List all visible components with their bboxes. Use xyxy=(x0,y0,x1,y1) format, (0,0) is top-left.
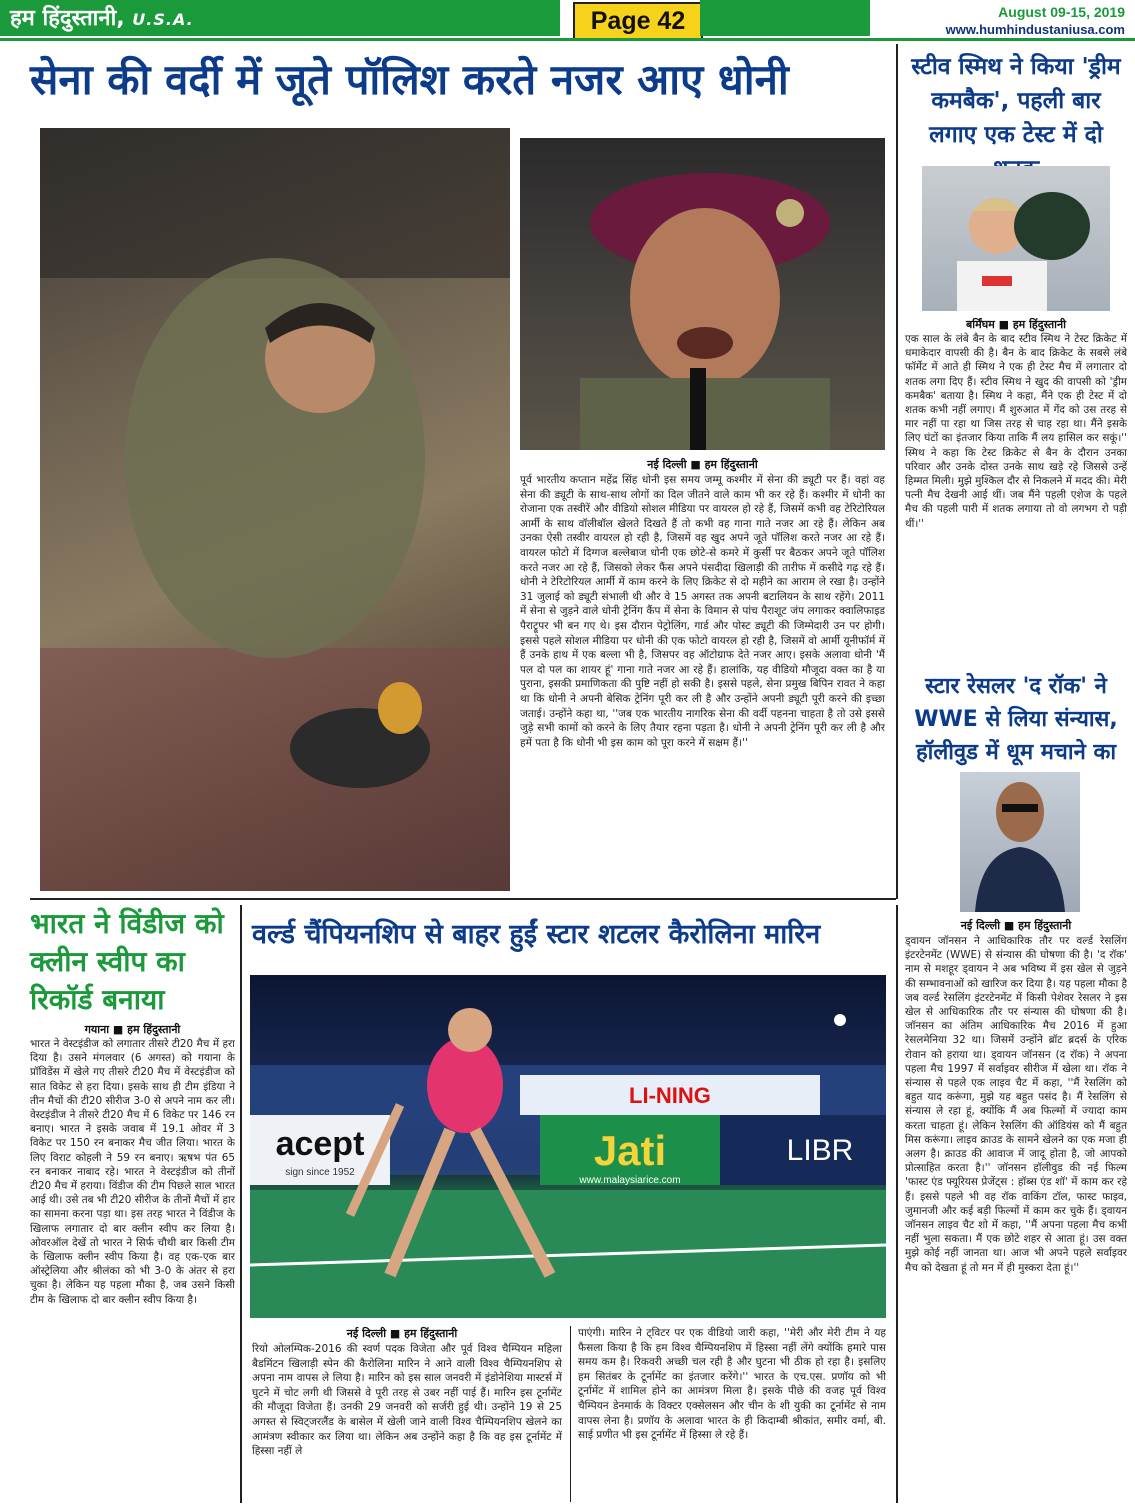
photo-sign-jati: Jati xyxy=(593,1127,667,1174)
dhoni-beret-photo xyxy=(520,138,885,450)
india-headline: भारत ने विंडीज को क्लीन स्वीप का रिकॉर्ड बनाया xyxy=(30,907,224,1016)
header-rule xyxy=(0,38,1135,41)
masthead-bar xyxy=(0,0,560,36)
marin-body-col2: पाएंगी। मारिन ने ट्विटर पर एक वीडियो जारी कहा, ''मेरी और मेरी टीम ने यह फैसला किया है कि हम विश्व चैम्पियनशिप में हिस्सा नहीं लेंगे क्योंकि हमारे पास समय कम है। रिकवरी अच्छी चल रही है और घुटना भी ठीक हो रहा है। इसलिए हम सितंबर के टूर्नामेंट का इंतजार करेंगे।'' भारत के एच.एस. प्रणॉय को भी टूर्नामेंट में शामिल होने का आमंत्रण मिला है। इसके पीछे की वजह पूर्व विश्व चैम्पियन डेनमार्क के विक्टर एक्सेलसन और चीन के शी युकी का टूर्नामेंट से नाम वापस लेना है। प्रणॉय के अलावा भारत के ही किदाम्बी श्रीकांत, समीर वर्मा, बी. साई प्रणीत भी इस टूर्नामेंट में हिस्सा ले रहे हैं। xyxy=(578,1327,886,1442)
rock-byline: नई दिल्ली ■ हम हिंदुस्तानी xyxy=(960,919,1072,932)
india-body: भारत ने वेस्टइंडीज को लगातार तीसरे टी20 मैच में हरा दिया है। उसने मंगलवार (6 अगस्त) को गयाना के प्रॉविडेंस में खेले गए तीसरे टी20 मैच में वेस्टइंडीज को सात विकेट से हरा दिया। इसके साथ ही टीम इंडिया ने तीन मैचों की टी20 सीरीज 3-0 से अपने नाम कर ली। वेस्टइंडीज ने तीसरे टी20 मैच में 6 विकेट पर 146 रन बनाए। भारत ने इसके जवाब में 19.1 ओवर में 3 विकेट पर 150 रन बनाकर मैच जीत लिया। भारत के लिए विराट कोहली ने 59 रन बनाए। ऋषभ पंत 65 रन बनाकर नाबाद रहे। भारत ने वेस्टइंडीज को तीनों टी20 मैच में हराया। विंडीज की टीम पिछले साल भारत आई थी। उसे तब भी टी20 सीरीज के तीनों मैचों में हार का सामना करना पड़ा था। इस तरह भारत ने विंडीज के खिलाफ लगातार दो बार क्लीन स्वीप कर लिया है। ओवरऑल देखें तो भारत ने सिर्फ चौथी बार किसी टीम के खिलाफ क्लीन स्वीप किया है। वह एक-एक बार ऑस्ट्रेलिया और श्रीलंका को भी 3-0 के अंतर से हरा चुका है। लेकिन यह पहला मौका है, जब उसने किसी टीम के खिलाफ दो बार क्लीन स्वीप किया है। xyxy=(30,1038,235,1306)
marin-body-col1: रियो ओलम्पिक-2016 की स्वर्ण पदक विजेता और पूर्व विश्व चैम्पियन महिला बैडमिंटन खिलाड़ी स्पेन की कैरोलिना मारिन ने आने वाली विश्व चैम्पियनशिप से अपना नाम वापस ले लिया है। मारिन को इस साल जनवरी में इंडोनेशिया मास्टर्स में घुटने में चोट लगी थी जिससे वे पूरी तरह से उबर नहीं पाई हैं। मारिन इस टूर्नामेंट की मौजूदा विजेता हैं। उनकी 29 जनवरी को सर्जरी हुई थी। उन्होंने 19 से 25 अगस्त से स्विट्जरलैंड के बासेल में खेली जाने वाली विश्व चैम्पियनशिप खेलने का आमंत्रण स्वीकार कर लिया था। लेकिन अब उन्होंने कहा है कि वह इस टूर्नामेंट में हिस्सा नहीं ले xyxy=(252,1343,562,1458)
photo-sign-url: www.malaysiarice.com xyxy=(579,1175,681,1186)
smith-photo xyxy=(922,166,1110,311)
india-byline: गयाना ■ हम हिंदुस्तानी xyxy=(84,1023,181,1036)
photo-sign-libr: LIBR xyxy=(786,1134,854,1167)
smith-headline: स्टीव स्मिथ ने किया 'ड्रीम कमबैक', पहली बार लगाए एक टेस्ट में दो xyxy=(911,54,1121,148)
right-lower-divider xyxy=(896,905,898,1503)
dhoni-polishing-photo xyxy=(40,128,510,891)
main-story-body: पूर्व भारतीय कप्तान महेंद्र सिंह धोनी इस समय जम्मू कश्मीर में सेना की ड्यूटी पर हैं। वहां वह सेना की ड्यूटी के साथ-साथ लोगों का दिल जीतने वाले काम भी कर रहे हैं। कश्मीर में धोनी का रोजाना एक तस्वीरें और वीडियो सोशल मीडिया पर वायरल हो रहे हैं, जिसमें कभी वह टेरिटोरियल आर्मी के साथ वॉलीबॉल खेलते दिखते हैं तो कभी वह गाना गाते नजर आ रहे हैं। लेकिन अब उनका ऐसी तस्वीर वायरल हो रही है, जिसमें वह खुद अपने जूते पॉलिश करते नजर आ रहे हैं। वायरल फोटो में दिग्गज बल्लेबाज धोनी एक छोटे-से कमरे में कुर्सी पर बैठकर अपने जूते पॉलिश करते नजर आ रहे हैं, जिसको लेकर फैंस अपने पंसदीदा खिलाड़ी की तारीफ में कसीदे गढ़ रहे हैं। धोनी ने टेरिटोरियल आर्मी में काम करने के लिए क्रिकेट से दो महीने का आराम ले रखा है। उन्होंने 31 जुलाई को ड्यूटी संभाली थी और वे 15 अगस्त तक अपनी बटालियन के साथ रहेंगे। 2011 में सेना से जुड़ने वाले धोनी ट्रेनिंग कैंप में सेना के विमान से पांच पैराशूट जंप लगाकर क्वालिफाइड पैराट्रूपर भी बन गए थे। इस दौरान पेट्रोलिंग, गार्ड और पोस्ट ड्यूटी की जिम्मेदारी उन पर होगी। इससे पहले सोशल मीडिया पर धोनी की एक फोटो वायरल हो रही है, जिसमें वो आर्मी यूनीफॉर्म में हैं उनके हाथ में एक बल्ला भी है, जिसपर वह ऑटोग्राफ देते नजर आए। इसके अलावा धोनी 'मैं पल दो पल का शायर हूं' गाना गाते नजर आ रहे हैं। हालांकि, यह वीडियो मौजूदा वक्त का है या पुराना, इसकी प्रमाणिकता की पुष्टि नहीं हो सकी है। इससे पहले, सेना प्रमुख बिपिन रावत ने कहा था कि धोनी ने अपनी बेसिक ट्रेनिंग पूरी कर ली है और उन्होंने अपनी ड्यूटी पूरी करने की इच्छा जताई। उन्होंने कहा था, ''जब एक भारतीय नागरिक सेना की वर्दी पहनना चाहता है तो उसे इससे जुड़े सभी कामों को करने के लिए तैयार रहना पड़ता है। धोनी ने अपनी ट्रेनिंग पूरी कर ली है और हमें पता है कि धोनी भी इस काम को पूरा करने में सक्षम हैं।'' xyxy=(520,474,885,749)
photo-sign-concept: acept xyxy=(275,1125,365,1163)
rock-photo xyxy=(960,772,1080,912)
rock-headline: स्टार रेसलर 'द रॉक' ने WWE से लिया संन्यास, हॉलीवुड में धूम मचाने का xyxy=(914,674,1118,765)
rock-portrait-illustration xyxy=(960,772,1080,912)
smith-helmet-illustration xyxy=(922,166,1110,311)
main-story-byline: नई दिल्ली ■ हम हिंदुस्तानी xyxy=(647,458,758,471)
masthead-title: हम हिंदुस्तानी, U.S.A. xyxy=(10,6,194,31)
page-label: Page 42 xyxy=(590,7,686,35)
marin-byline: नई दिल्ली ■ हम हिंदुस्तानी xyxy=(346,1327,458,1340)
marin-match-illustration xyxy=(250,975,886,1318)
dhoni-beret-illustration xyxy=(520,138,885,450)
page-number-box xyxy=(573,2,703,40)
issue-date: August 09-15, 2019 xyxy=(998,4,1125,20)
lower-column-divider xyxy=(240,905,242,1503)
photo-sign-since: sign since 1952 xyxy=(285,1167,355,1178)
marin-column-divider xyxy=(570,1326,571,1502)
photo-sign-lining: LI-NING xyxy=(629,1083,711,1108)
rock-body: ड्वायन जॉनसन ने आधिकारिक तौर पर वर्ल्ड रेसलिंग इंटरटेनमेंट (WWE) से संन्यास की घोषणा की है। 'द रॉक' नाम से मशहूर ड्वायन ने अब भविष्य में इस खेल से जुड़ने की सम्भावनाओं को खारिज कर दिया है। यह पहला मौका है जब वर्ल्ड रेसलिंग इंटरटेनमेंट में किसी पेशेवर रेसलर ने इस खेल से आधिकारिक तौर पर संन्यास की घोषणा की है। जॉनसन का अंतिम आधिकारिक मैच 2016 में हुआ रेसलमेनिया 32 था। जिसमें उन्होंने ब्रॉट ब्रदर्स के एरिक रोवान को हराया था। ड्वायन जॉनसन (द रॉक) ने अपना पहला मैच 1997 में सर्वाइवर सीरीज में खेला था। रॉक ने संन्यास से पहले एक लाइव चैट में कहा, ''मैं रेसलिंग को बहुत याद करूंगा, मुझे यह बहुत पसंद है। मैं रेसलिंग से संन्यास ले रहा हूं, क्योंकि मैं अब फिल्मों में ज्यादा काम करता चाहता हूं। लेकिन रेसलिंग की ऑडियंस को मैं बहुत मिस करूंगा। लाइव क्राउड के सामने खेलने का एक मजा ही अलग है। क्राउड की आवाज में जादू होता है, जो आपको प्रोत्साहित करता है।'' जॉनसन हॉलीवुड की नई फिल्म 'फास्ट एंड फ्यूरियस प्रेजेंट्स : हॉब्स एंड शॉ' में काम कर रहे हैं। इससे पहले भी वह रॉक वाकिंग टॉल, फास्ट फाइव, जुमानजी और कई बड़ी फिल्मों में काम कर चुके हैं। ड्वायन जॉनसन लाइव चैट शो में कहा, ''मैं अपना पहला मैच कभी नहीं भुला सकता। मैं एक छोटे शहर से आता हूं। उस वक्त मुझे कोई नहीं जानता था। आज भी अपने पहले सर्वाइवर मैच को देखता हूं तो मन में ही मुस्करा देता हूं।'' xyxy=(905,935,1127,1274)
main-headline: सेना की वर्दी में जूते पॉलिश करते नजर आए धोनी xyxy=(30,55,789,104)
website-link[interactable]: www.humhindustaniusa.com xyxy=(945,22,1125,37)
smith-body: एक साल के लंबे बैन के बाद स्टीव स्मिथ ने टेस्ट क्रिकेट में धमाकेदार वापसी की है। बैन के बाद क्रिकेट के सबसे लंबे फॉर्मेट में आते ही स्मिथ ने एक ही टेस्ट मैच में लगातार दो शतक लगा दिए हैं। स्टीव स्मिथ ने खुद की वापसी को 'ड्रीम कमबैक' बताया है। स्मिथ ने कहा, मैंने एक ही टेस्ट में दो शतक कभी नहीं लगाए। मैं शुरुआत में गेंद को उस तरह से मार नहीं पा रहा था जिस तरह से चाह रहा था। मैंने इसके लिए घंटों का इंतजार किया ताकि मैं लय हासिल कर सकूं।'' स्मिथ ने कहा कि टेस्ट क्रिकेट से बैन के दौरान उनका परिवार और उनके दोस्त उनके साथ खड़े रहे जिससे उन्हें हिम्मत मिली। मुझे मुश्किल दौर से निकलने में मदद की। मेरी पत्नी मैच देखनी आई थीं। जब मैंने पहली एशेज के पहले मैच की पहली पारी में शतक लगाया तो वो लगभग रो पड़ी थीं।'' xyxy=(905,333,1127,530)
section-divider xyxy=(30,898,896,900)
smith-byline: बर्मिंघम ■ हम हिंदुस्तानी xyxy=(966,318,1066,331)
marin-headline: वर्ल्ड चैंपियनशिप से बाहर हुईं स्टार शटलर कैरोलिना मारिन xyxy=(252,919,821,950)
header-accent-bar xyxy=(700,0,870,36)
column-divider xyxy=(896,44,898,899)
marin-photo xyxy=(250,975,886,1318)
dhoni-polishing-illustration xyxy=(40,128,510,891)
